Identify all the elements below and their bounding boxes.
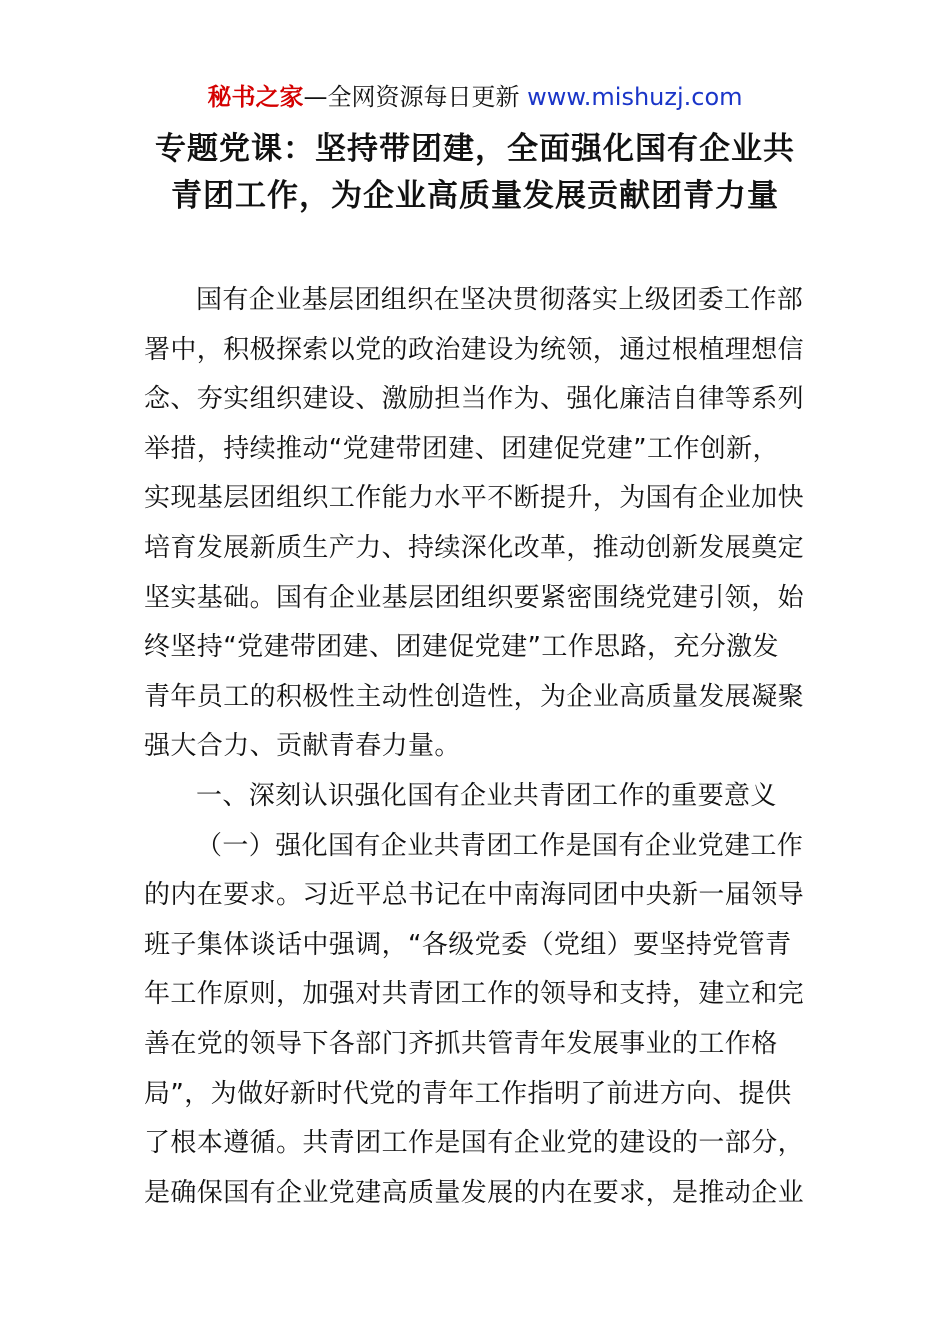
text-line: 署中，积极探索以党的政治建设为统领，通过根植理想信 (144, 334, 805, 365)
text-line: 实现基层团组织工作能力水平不断提升，为国有企业加快 (144, 483, 805, 514)
title-line-2: 青团工作，为企业高质量发展贡献团青力量 (171, 178, 779, 214)
text-line: 强大合力、贡献青春力量。 (144, 731, 461, 762)
site-url-link[interactable]: www.mishuzj.com (519, 83, 743, 111)
text-line: 是确保国有企业党建高质量发展的内在要求，是推动企业 (144, 1177, 805, 1208)
text-line: 年工作原则，加强对共青团工作的领导和支持，建立和完 (144, 979, 805, 1010)
text-line: 国有企业基层团组织在坚决贯彻落实上级团委工作部 (196, 285, 804, 315)
document-title (120, 126, 830, 220)
text-line: 青年员工的积极性主动性创造性，为企业高质量发展凝聚 (144, 681, 805, 712)
text-line: 念、夯实组织建设、激励担当作为、强化廉洁自律等系列 (144, 384, 805, 415)
text-line: 坚实基础。国有企业基层团组织要紧密围绕党建引领，始 (144, 582, 805, 613)
text-line: （一）强化国有企业共青团工作是国有企业党建工作 (196, 830, 804, 861)
text-line: 举措，持续推动“党建带团建、团建促党建”工作创新， (144, 433, 779, 464)
section-heading-1 (144, 772, 808, 822)
heading-text: 一、深刻认识强化国有企业共青团工作的重要意义 (196, 780, 777, 811)
text-line: 局”，为做好新时代党的青年工作指明了前进方向、提供 (144, 1078, 792, 1109)
paragraph-intro (144, 276, 808, 772)
document-body (144, 276, 808, 1218)
text-line: 善在党的领导下各部门齐抓共管青年发展事业的工作格 (144, 1028, 778, 1059)
brand-name: 秘书之家 (207, 83, 304, 111)
header-tagline: —全网资源每日更新 (303, 83, 520, 111)
title-line-1: 专题党课：坚持带团建，全面强化国有企业共 (155, 131, 795, 167)
text-line: 培育发展新质生产力、持续深化改革，推动创新发展奠定 (144, 532, 805, 563)
text-line: 了根本遵循。共青团工作是国有企业党的建设的一部分， (144, 1128, 805, 1159)
paragraph-section-1-1 (144, 822, 808, 1219)
site-header (0, 82, 950, 112)
text-line: 班子集体谈话中强调，“各级党委（党组）要坚持党管青 (144, 929, 792, 960)
text-line: 终坚持“党建带团建、团建促党建”工作思路，充分激发 (144, 632, 779, 663)
text-line: 的内在要求。习近平总书记在中南海同团中央新一届领导 (144, 880, 805, 911)
